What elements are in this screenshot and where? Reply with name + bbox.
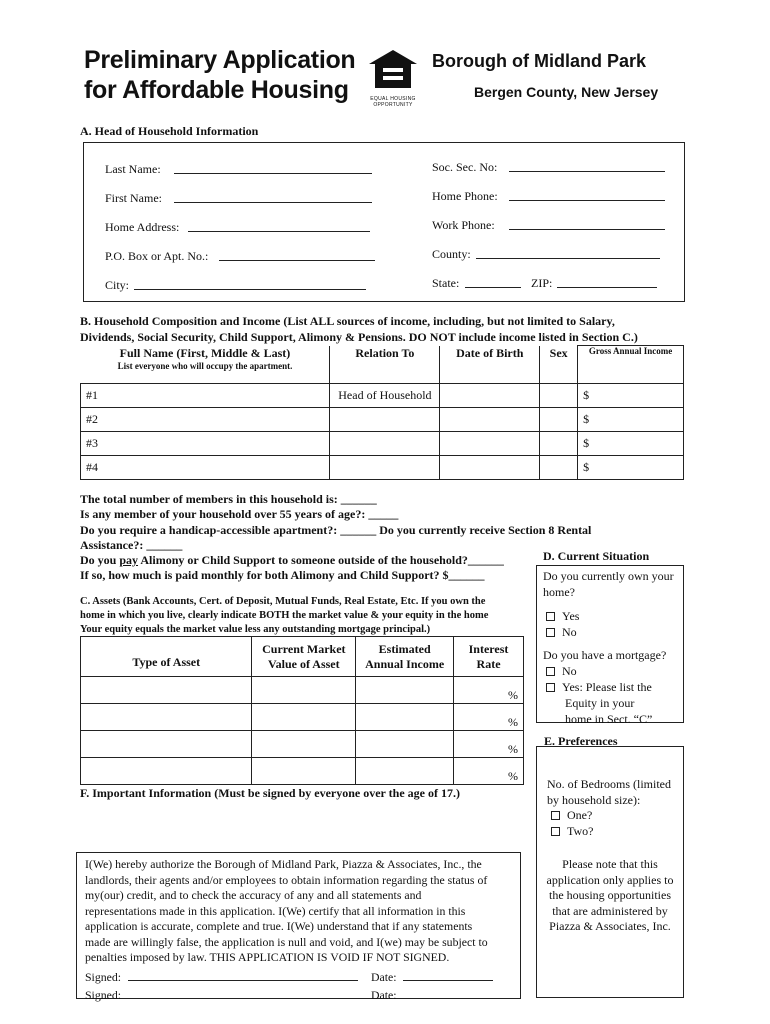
bedrooms-label-1: No. of Bedrooms (limited (547, 777, 671, 791)
asset-income-cell[interactable] (356, 758, 454, 785)
question-handicap: Do you require a handicap-accessible apartment?: ______ Do you currently receive Section 8 Rental (80, 523, 592, 537)
col-interest-rate-2: Rate (476, 656, 501, 671)
table-row[interactable] (81, 758, 524, 785)
row-dob[interactable] (440, 456, 540, 480)
work-phone-field[interactable] (509, 219, 665, 230)
checkbox-icon[interactable] (551, 827, 560, 836)
row-relation[interactable] (330, 456, 440, 480)
col-annual-income-2: Annual Income (365, 656, 445, 671)
date-label: Date: (370, 988, 397, 1002)
assets-header-row (81, 637, 524, 677)
asset-value-cell[interactable] (252, 731, 356, 758)
last-name-field[interactable] (174, 163, 372, 174)
city-field[interactable] (134, 279, 366, 290)
mortgage-yes-line2: Equity in your (565, 696, 635, 710)
authorization-line: landlords, their agents and/or employees to obtain information regarding the status of (85, 872, 488, 887)
section-f-heading: F. Important Information (Must be signed by everyone over the age of 17.) (80, 786, 460, 800)
bedroom-two-option[interactable]: Two? (551, 824, 675, 840)
po-box-label: P.O. Box or Apt. No.: (105, 249, 209, 263)
section-e-box (536, 746, 684, 998)
po-box-field[interactable] (219, 250, 375, 261)
row-income[interactable]: $ (578, 432, 684, 456)
bedroom-one-option[interactable]: One? (551, 808, 675, 824)
question-household-members: The total number of members in this household is: ______ (80, 492, 377, 506)
mortgage-no-option[interactable]: No (546, 663, 677, 679)
county-field[interactable] (476, 248, 660, 259)
col-market-value (252, 637, 356, 677)
state-label: State: (432, 276, 460, 290)
col-interest-rate (454, 637, 524, 677)
authorization-box (76, 852, 521, 1002)
signature-row-1 (85, 970, 512, 986)
home-phone-label: Home Phone: (432, 189, 498, 203)
city-label: City: (105, 278, 130, 292)
logo-text-2: OPPORTUNITY (373, 102, 413, 108)
household-table (80, 345, 684, 480)
row-sex[interactable] (540, 408, 578, 432)
table-row[interactable] (81, 731, 524, 758)
authorization-line: I(We) hereby authorize the Borough of Midland Park, Piazza & Associates, Inc., the (85, 857, 482, 871)
table-row[interactable] (81, 704, 524, 731)
asset-type-cell[interactable] (81, 677, 252, 704)
logo-text-1: EQUAL HOUSING (370, 96, 416, 102)
house-icon (367, 48, 419, 92)
section-b-heading-2: Dividends, Social Security, Child Support, Alimony & Pensions. DO NOT include income listed in Section C.) (80, 330, 638, 344)
signed-label: Signed: (85, 969, 122, 984)
row-relation[interactable] (330, 432, 440, 456)
row-num: #3 (81, 432, 330, 456)
date-field[interactable] (403, 970, 493, 981)
asset-rate-cell[interactable]: % (454, 758, 524, 785)
state-field[interactable] (465, 277, 521, 288)
authorization-line: representations made in this application. I(We) certify that all information in this (85, 903, 466, 918)
asset-income-cell[interactable] (356, 704, 454, 731)
note-line-2: application only applies to (546, 872, 674, 887)
borough-name: Borough of Midland Park (432, 51, 646, 71)
county-label: County: (432, 247, 471, 261)
section-c-heading-1: C. Assets (Bank Accounts, Cert. of Deposit, Mutual Funds, Real Estate, Etc. If you own the (80, 596, 486, 607)
authorization-line: application is accurate, complete and true. I(We) understand that if any statements (85, 919, 473, 933)
asset-income-cell[interactable] (356, 731, 454, 758)
form-title-line1: Preliminary Application (84, 46, 356, 74)
authorization-line: made are willingly false, the application is null and void, and I(we) may be subject to (85, 934, 488, 949)
col-relation: Relation To (330, 346, 440, 384)
col-dob: Date of Birth (440, 346, 540, 384)
mortgage-yes-line3: home in Sect. “C” (565, 712, 653, 726)
table-row[interactable] (81, 384, 684, 408)
col-annual-income-1: Estimated (378, 641, 431, 656)
col-annual-income (356, 637, 454, 677)
question-alimony-amount: If so, how much is paid monthly for both Alimony and Child Support? $______ (80, 568, 485, 582)
asset-rate-cell[interactable]: % (454, 704, 524, 731)
row-num: #2 (81, 408, 330, 432)
row-dob[interactable] (440, 432, 540, 456)
table-row[interactable] (81, 432, 684, 456)
col-market-value-1: Current Market (262, 641, 346, 656)
col-income: Gross Annual Income (578, 346, 684, 384)
assets-table (80, 636, 524, 785)
table-row[interactable] (81, 456, 684, 480)
household-header-row (81, 346, 684, 384)
asset-type-cell[interactable] (81, 731, 252, 758)
asset-rate-cell[interactable]: % (454, 731, 524, 758)
q4-post: Alimony or Child Support to someone outside of the household?______ (138, 553, 504, 567)
row-relation[interactable] (330, 408, 440, 432)
authorization-line: my(our) credit, and to check the accuracy of any and all statements and (85, 888, 422, 902)
last-name-label: Last Name: (105, 162, 161, 176)
checkbox-icon[interactable] (551, 811, 560, 820)
section-b-heading-1: B. Household Composition and Income (List ALL sources of income, including, but not limited to Salary, (80, 314, 615, 328)
note-line-5: Piazza & Associates, Inc. (549, 919, 671, 933)
checkbox-icon[interactable] (546, 628, 555, 637)
home-phone-field[interactable] (509, 190, 665, 201)
form-title-line2: for Affordable Housing (84, 76, 349, 104)
checkbox-icon[interactable] (546, 612, 555, 621)
row-income[interactable]: $ (578, 456, 684, 480)
mortgage-yes-option[interactable]: Yes: Please list the (546, 679, 677, 695)
note-text (545, 857, 675, 935)
date-field[interactable] (403, 988, 499, 999)
first-name-label: First Name: (105, 191, 162, 205)
home-address-field[interactable] (188, 221, 370, 232)
section-d-heading: D. Current Situation (543, 549, 650, 563)
section-a-heading: A. Head of Household Information (80, 124, 259, 138)
note-line-4: that are administered by (552, 903, 668, 918)
table-row[interactable] (81, 408, 684, 432)
question-section-8: Assistance?: ______ (80, 538, 183, 552)
bedrooms-label-2: by household size): (547, 792, 641, 807)
row-relation: Head of Household (330, 384, 440, 408)
section-c-heading-3: Your equity equals the market value less any outstanding mortgage principal.) (80, 624, 431, 635)
col-sex: Sex (540, 346, 578, 384)
row-num: #4 (81, 456, 330, 480)
col-interest-rate-1: Interest (468, 641, 509, 656)
signature-field[interactable] (128, 970, 358, 981)
home-address-label: Home Address: (105, 220, 180, 234)
signature-row-2 (85, 988, 512, 1004)
checkbox-icon[interactable] (546, 683, 555, 692)
col-market-value-2: Value of Asset (268, 656, 340, 671)
zip-label: ZIP: (531, 276, 553, 290)
question-over-55: Is any member of your household over 55 years of age?: _____ (80, 507, 399, 521)
asset-type-cell[interactable] (81, 704, 252, 731)
row-sex[interactable] (540, 456, 578, 480)
row-income[interactable]: $ (578, 384, 684, 408)
asset-income-cell[interactable] (356, 677, 454, 704)
zip-field[interactable] (557, 277, 657, 288)
mortgage-question: Do you have a mortgage? (543, 648, 667, 662)
ssn-label: Soc. Sec. No: (432, 160, 498, 174)
own-yes-option[interactable]: Yes (546, 608, 677, 624)
asset-value-cell[interactable] (252, 677, 356, 704)
equal-housing-logo (367, 48, 419, 108)
table-row[interactable] (81, 677, 524, 704)
work-phone-label: Work Phone: (432, 218, 495, 232)
asset-type-cell[interactable] (81, 758, 252, 785)
question-alimony (80, 553, 504, 568)
note-line-3: the housing opportunities (549, 888, 671, 902)
first-name-field[interactable] (174, 192, 372, 203)
col-asset-type: Type of Asset (81, 637, 252, 677)
county-name: Bergen County, New Jersey (474, 84, 659, 100)
section-e-heading: E. Preferences (544, 734, 618, 748)
row-dob[interactable] (440, 384, 540, 408)
row-sex[interactable] (540, 384, 578, 408)
signed-label: Signed: (85, 988, 122, 1002)
own-no-option[interactable]: No (546, 624, 677, 640)
col-full-name: Full Name (First, Middle & Last) List everyone who will occupy the apartment. (81, 346, 330, 384)
section-c-heading-2: home in which you live, clearly indicate BOTH the market value & your equity in the home (80, 610, 489, 621)
own-home-question: Do you currently own your home? (543, 569, 674, 599)
date-label: Date: (370, 969, 397, 984)
asset-value-cell[interactable] (252, 704, 356, 731)
row-dob[interactable] (440, 408, 540, 432)
note-line-1: Please note that this (562, 857, 658, 871)
q4-pre: Do you (80, 553, 120, 567)
row-sex[interactable] (540, 432, 578, 456)
signature-field[interactable] (128, 988, 358, 999)
row-num: #1 (81, 384, 330, 408)
q4-pay: pay (119, 553, 139, 567)
authorization-line: penalties imposed by law. THIS APPLICATION IS VOID IF NOT SIGNED. (85, 950, 450, 964)
section-d-box (536, 565, 684, 726)
checkbox-icon[interactable] (546, 667, 555, 676)
row-income[interactable]: $ (578, 408, 684, 432)
asset-value-cell[interactable] (252, 758, 356, 785)
asset-rate-cell[interactable]: % (454, 677, 524, 704)
ssn-field[interactable] (509, 161, 665, 172)
